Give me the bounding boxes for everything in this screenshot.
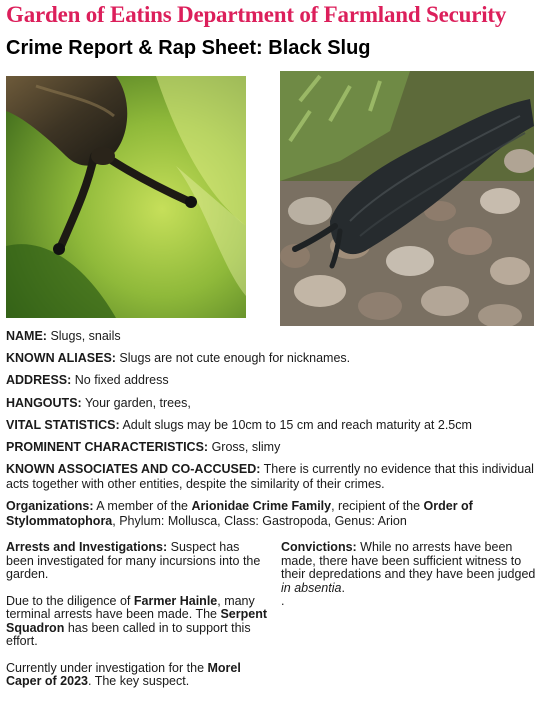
org-text-2: , recipient of the bbox=[331, 499, 424, 513]
field-address bbox=[6, 373, 169, 388]
field-aliases-value: Slugs are not cute enough for nicknames. bbox=[115, 351, 351, 365]
black-slug-on-gravel-photo bbox=[280, 71, 534, 326]
arrests-paragraph-3 bbox=[6, 662, 268, 689]
field-address-label: ADDRESS: bbox=[6, 373, 72, 387]
field-organizations-label: Organizations: bbox=[6, 499, 94, 513]
report-title: Crime Report & Rap Sheet: Black Slug bbox=[6, 37, 371, 59]
field-associates bbox=[6, 462, 542, 492]
org-family: Arionidae Crime Family bbox=[191, 499, 332, 513]
field-aliases bbox=[6, 351, 350, 366]
arrests-label: Arrests and Investigations: bbox=[6, 540, 168, 554]
field-name bbox=[6, 329, 121, 344]
field-characteristics bbox=[6, 440, 280, 455]
farmer-name: Farmer Hainle bbox=[133, 593, 218, 608]
field-aliases-label: KNOWN ALIASES: bbox=[6, 351, 116, 365]
field-vitals bbox=[6, 418, 472, 433]
org-text-1: A member of the bbox=[93, 499, 192, 513]
convictions-column bbox=[281, 541, 546, 609]
department-title: Garden of Eatins Department of Farmland Security bbox=[6, 2, 507, 27]
convictions-trailing: . bbox=[281, 594, 285, 608]
arrests-p2-c: , many terminal arrests have been made. The bbox=[6, 593, 255, 621]
convictions-text: While no arrests have been made, there have been sufficient witness to their depredations and they have been judged bbox=[281, 540, 536, 581]
org-order: Order of Stylommatophora bbox=[6, 499, 473, 528]
convictions-italic: in absentia bbox=[281, 580, 342, 595]
field-address-value: No fixed address bbox=[71, 373, 169, 387]
field-characteristics-label: PROMINENT CHARACTERISTICS: bbox=[6, 440, 209, 454]
field-hangouts-label: HANGOUTS: bbox=[6, 396, 82, 410]
arrests-p3-c: . The key suspect. bbox=[87, 674, 190, 688]
field-characteristics-value: Gross, slimy bbox=[208, 440, 281, 454]
field-associates-value: There is currently no evidence that this individual acts together with other entities, despite the similarity of their crimes. bbox=[6, 462, 534, 491]
field-hangouts bbox=[6, 396, 191, 411]
convictions-paragraph bbox=[281, 541, 546, 595]
arrests-text-1: Suspect has been investigated for many incursions into the garden. bbox=[6, 540, 261, 581]
field-vitals-value: Adult slugs may be 10cm to 15 cm and reach maturity at 2.5cm bbox=[119, 418, 472, 432]
org-text-3: , Phylum: Mollusca, Class: Gastropoda, Genus: Arion bbox=[112, 514, 407, 528]
arrests-p2-e: has been called in to support this effort. bbox=[6, 620, 251, 648]
field-name-value: Slugs, snails bbox=[46, 329, 121, 343]
arrests-paragraph-2 bbox=[6, 595, 268, 649]
field-name-label: NAME: bbox=[6, 329, 47, 343]
caper-name: Morel Caper of 2023 bbox=[6, 660, 241, 688]
convictions-end: . bbox=[341, 580, 345, 595]
field-organizations bbox=[6, 499, 542, 529]
field-associates-label: KNOWN ASSOCIATES AND CO-ACCUSED: bbox=[6, 462, 261, 476]
arrests-p3-a: Currently under investigation for the bbox=[6, 660, 208, 675]
arrests-p2-a: Due to the diligence of bbox=[6, 593, 134, 608]
slug-closeup-photo bbox=[6, 76, 246, 318]
squad-name: Serpent Squadron bbox=[6, 607, 268, 635]
arrests-column bbox=[6, 541, 268, 702]
field-hangouts-value: Your garden, trees, bbox=[81, 396, 191, 410]
arrests-paragraph-1 bbox=[6, 541, 268, 582]
convictions-label: Convictions: bbox=[281, 540, 357, 554]
field-vitals-label: VITAL STATISTICS: bbox=[6, 418, 120, 432]
